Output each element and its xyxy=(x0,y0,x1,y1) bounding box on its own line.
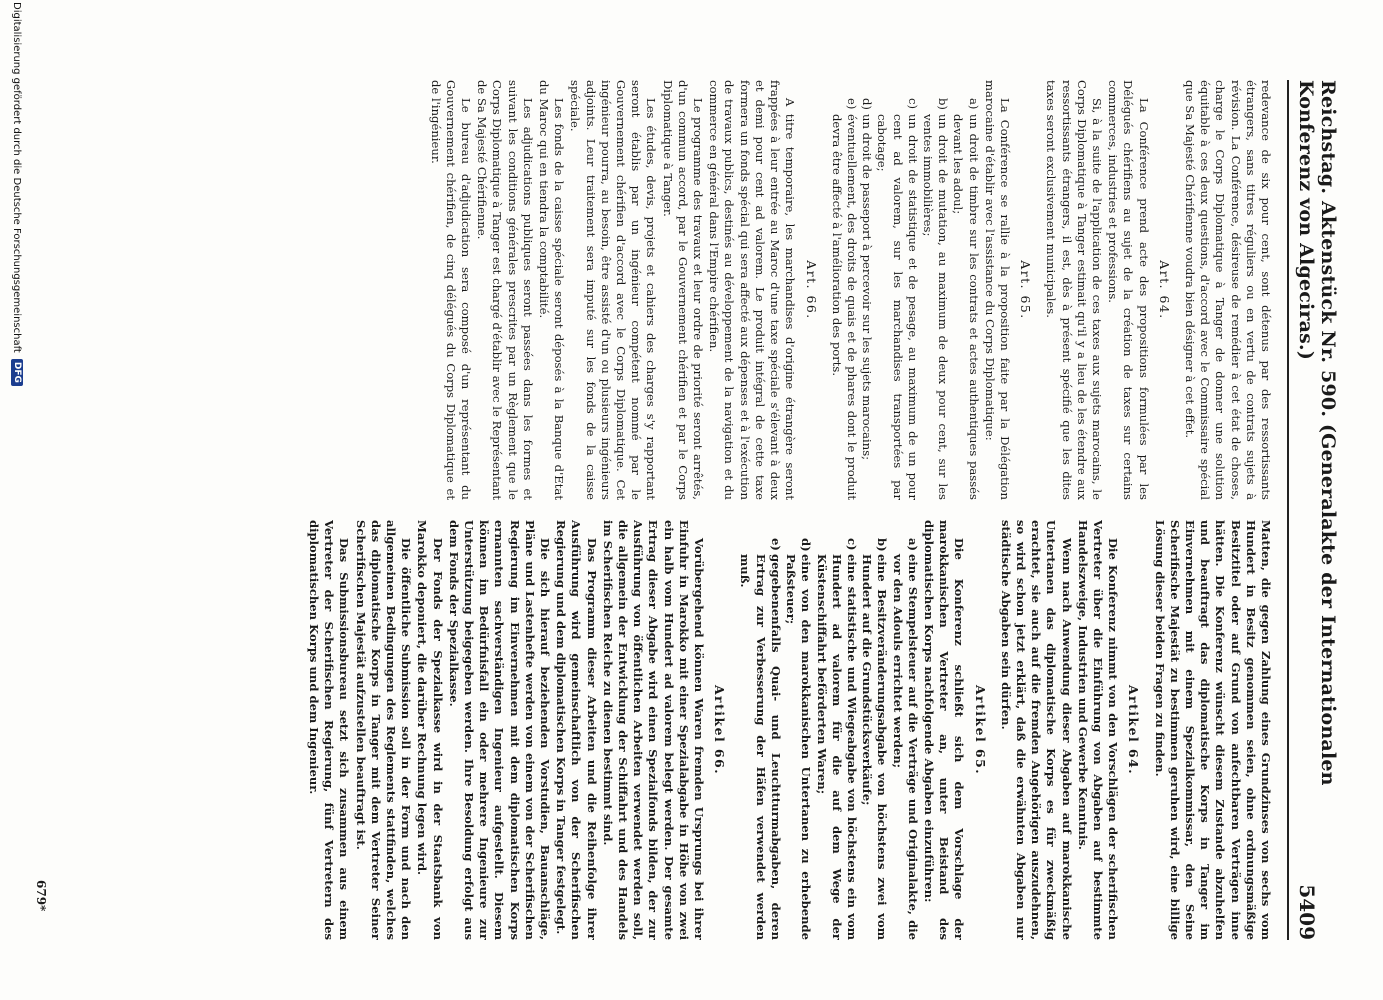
list-item: b)eine Besitzveränderungsabgabe von höchstens zwei vom Hundert auf die Grundstücksverkäufe; xyxy=(860,538,890,940)
list-item: a)un droit de timbre sur les contrats et actes authentiques passés devant les adoul; xyxy=(951,98,981,500)
page-number: 5409 xyxy=(1295,884,1319,940)
paragraph: Les adjudications publiques seront passées dans les formes et suivant les conditions générales prescrites par un Règlement que le Corps Diplomatique à Tanger est chargé d'établir avec le Représentant de Sa Majesté Chérifienne. xyxy=(475,80,535,500)
paragraph: Die öffentliche Submission soll in der Form und nach den allgemeinen Bedingungen des Reglements stattfinden, welches das diplomatische Korps in Tanger mit dem Vertreter Seiner Scherifischen Majestät aufzustellen beauftragt ist. xyxy=(353,520,414,940)
german-column xyxy=(73,520,1273,940)
list-item: e)gegebenenfalls Quai- und Leuchtturmabgaben, deren Ertrag zur Verbesserung der Häfen verwendet werden muß. xyxy=(738,538,783,940)
paragraph: Das Submissionsbureau setzt sich zusammen aus einem Vertreter der Scherifischen Regierung, fünf Vertretern des diplomatischen Korps und dem Ingenieur. xyxy=(307,520,352,940)
paragraph: Vorübergehend können Waren fremden Ursprungs bei ihrer Einfuhr in Marokko mit einer Spezialabgabe in Höhe von zwei ein halb vom Hundert ad valorem belegt werden. Der gesamte Ertrag dieser Abgabe wird einen Spezialfonds bilden, der zur Ausführung von öffentlichen Arbeiten verwendet werden soll, die allgemein der Entwicklung der Schiffahrt und des Handels im Scherifischen Reiche zu dienen bestimmt sind. xyxy=(600,520,707,940)
paragraph: Die Konferenz nimmt von den Vorschlägen der scherifischen Vertreter über die Einführung von Abgaben auf bestimmte Handelszweige, Industrien und Gewerbe Kenntnis. xyxy=(1075,520,1121,940)
article-list xyxy=(829,80,981,500)
article-heading: Art. 65. xyxy=(1018,260,1034,320)
paragraph: La Conférence se rallie à la proposition faite par la Délégation marocaine d'établir avec l'assistance du Corps Diplomatique: xyxy=(982,80,1012,500)
list-item: d)eine von den marokkanischen Untertanen zu erhebende Paßsteuer; xyxy=(784,538,814,940)
paragraph: Die sich hierauf beziehenden Vorstudien, Bauanschläge, Pläne und Lastenhefte werden von einem von der Scherifischen Regierung im Einvernehmen mit dem diplomatischen Korps ernannten sachverständigen Ingenieur aufgestellt. Diesem können im Bedürfnisfall ein oder mehrere Ingenieure zur Unterstützung beigegeben werden. Ihre Besoldung erfolgt aus dem Fonds der Spezialkasse. xyxy=(446,520,553,940)
paragraph: A titre temporaire, les marchandises d'origine étrangère seront frappées à leur entrée au Maroc d'une taxe spéciale s'élevant à deux et demi pour cent ad valorem. Le produit intégral de cette taxe formera un fonds spécial qui sera affecté aux dépenses et à l'exécution de travaux publics, destinés au développement de la navigation et du commerce en général dans l'Empire chérifien. xyxy=(707,80,798,500)
paragraph: Das Programm dieser Arbeiten und die Reihenfolge ihrer Ausführung wird gemeinschaftlich von der Scherifischen Regierung und dem diplomatischen Korps in Tanger festgelegt. xyxy=(554,520,599,940)
page-header xyxy=(1287,80,1339,940)
article-heading: Art. 64. xyxy=(1156,260,1172,320)
digitization-note xyxy=(6,0,28,1000)
page-reference: 679* xyxy=(34,880,48,912)
paragraph: Le bureau d'adjudication sera composé d'un représentant du Gouvernement chérifien, de cinq délégués du Corps Diplomatique et de l'ingénieur. xyxy=(428,80,474,500)
dfg-logo-icon: DFG xyxy=(11,359,23,386)
article-heading: Art. 66. xyxy=(803,260,819,320)
french-column xyxy=(73,80,1273,500)
paragraph: Matten, die gegen Zahlung eines Grundzinses von sechs vom Hundert in Besitz genommen seien, ohne ordnungsmäßige Besitztitel oder auf Grund von anfechtbaren Verträgen inne hätten. Die Konferenz wünscht diesem Zustande abzuhelfen und beauftragt das diplomatische Korps in Tanger im Einvernehmen mit einem Spezialkommissar, den Seine Scherifische Majestät zu bestimmen geruhen wird, eine billige Lösung dieser beiden Fragen zu finden. xyxy=(1152,520,1273,940)
list-item: d)un droit de passeport à percevoir sur les sujets marocains; xyxy=(860,98,875,461)
paragraph: Wenn nach Anwendung dieser Abgaben auf marokkanische Untertanen das diplomatische Korps es für zweckmäßig erachtet, sie auch auf die fremden Angehörigen auszudehnen, so wird schon jetzt erklärt, daß die erwähnten Abgaben nur städtische Abgaben sein dürfen. xyxy=(998,520,1074,940)
article-heading: Artikel 66. xyxy=(712,684,728,776)
paragraph: Der Fonds der Spezialkasse wird in der Staatsbank von Marokko deponiert, die darüber Rechnung legen wird. xyxy=(415,520,445,940)
paragraph: Die Konferenz schließt sich dem Vorschlage der marokkanischen Vertreter an, unter Beistand des diplomatischen Korps nachfolgende Abgaben einzuführen: xyxy=(921,520,967,940)
article-heading: Artikel 65. xyxy=(972,684,988,776)
page-title: Reichstag. Aktenstück Nr. 590. (Generalakte der Internationalen Konferenz von Algeciras.) xyxy=(1295,80,1339,786)
list-item: e)éventuellement, des droits de quais et de phares dont le produit devra être affecté à l'amélioration des ports. xyxy=(829,98,859,500)
list-item: c)un droit de statistique et de pesage, au maximum de un pour cent ad valorem, sur les marchandises transportées par cabotage; xyxy=(875,98,920,500)
paragraph: Les études, devis, projets et cahiers des charges s'y rapportant seront établis par un ingénieur compétent nommé par le Gouvernement chérifien d'accord avec le Corps Diplomatique. Cet ingénieur pourra, au besoin, être assisté d'un ou plusieurs ingénieurs adjoints. Leur traitement sera imputé sur les fonds de la caisse spéciale. xyxy=(568,80,659,500)
list-item: c)eine statistische und Wiegeabgabe von höchstens ein vom Hundert ad valorem für die auf dem Wege der Küstenschiffahrt beförderten Waren; xyxy=(814,538,859,940)
list-item: a)eine Stempelsteuer auf die Verträge und Originalakte, die vor den Adouls errichtet werden; xyxy=(890,538,920,940)
list-item: b)un droit de mutation, au maximum de deux pour cent, sur les ventes immobilières; xyxy=(920,98,951,500)
paragraph: Les fonds de la caisse spéciale seront déposés à la Banque d'Etat du Maroc qui en tiendra la comptabilité. xyxy=(537,80,567,500)
paragraph: redevance de six pour cent, sont détenus par des ressortissants étrangers, sans titres réguliers ou en vertu de contrats sujets à révision. La Conférence, désireuse de remédier à cet état de choses, charge le Corps Diplomatique à Tanger de donner une solution équitable à ces deux questions, d'accord avec le Commissaire spécial que Sa Majesté Chérifienne voudra bien désigner à cet effet. xyxy=(1182,80,1273,500)
article-heading: Artikel 64. xyxy=(1126,684,1142,776)
article-list xyxy=(737,520,919,940)
paragraph: Si, à la suite de l'application de ces taxes aux sujets marocains, le Corps Diplomatique à Tanger estimait qu'il y a lieu de les étendre aux ressortissants étrangers, il est, dès à présent spécifié que les dites taxes seront exclusivement municipales. xyxy=(1044,80,1104,500)
paragraph: Le programme des travaux et leur ordre de priorité seront arrêtés, d'un commun accord, par le Gouvernement chérifien et par le Corps Diplomatique à Tanger. xyxy=(660,80,706,500)
paragraph: La Conférence prend acte des propositions formulées par les Délégués chérifiens au sujet de la création de taxes sur certains commerces, industries et professions. xyxy=(1106,80,1151,500)
digitization-text: Digitalisierung gefördert durch die Deutsche Forschungsgemeinschaft xyxy=(11,2,23,353)
